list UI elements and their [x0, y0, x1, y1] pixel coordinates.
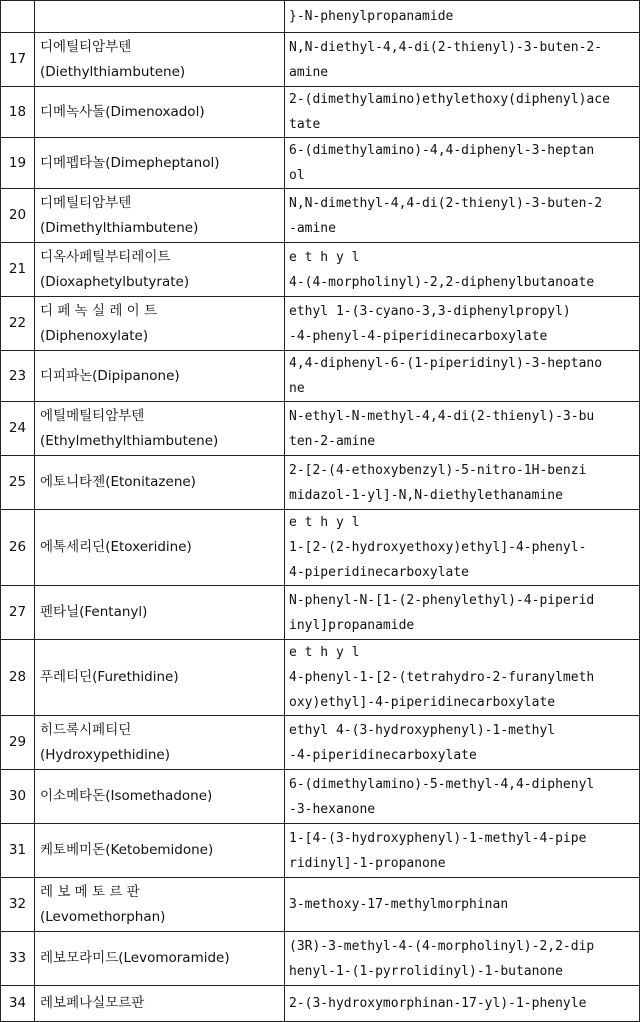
chemical-name-line: e t h y l	[289, 249, 360, 265]
chemical-name-line: 4,4-diphenyl-6-(1-piperidinyl)-3-heptano	[289, 356, 603, 371]
drug-name-line: (Ethylmethylthiambutene)	[40, 432, 219, 449]
chemical-name-line: N,N-diethyl-4,4-di(2-thienyl)-3-buten-2-	[289, 39, 603, 55]
chemical-name	[285, 351, 640, 402]
chemical-name	[285, 189, 640, 243]
table-row	[1, 510, 640, 586]
drug-name	[35, 402, 285, 456]
chemical-name	[285, 986, 640, 1022]
chemical-name-line: ne	[289, 381, 305, 396]
chemical-name-line: midazol-1-yl]-N,N-diethylethanamine	[289, 487, 563, 503]
table-row	[1, 402, 640, 456]
chemical-name-line: amine	[289, 64, 329, 80]
chemical-name-line: 3-methoxy-17-methylmorphinan	[289, 897, 509, 912]
drug-name	[35, 510, 285, 586]
drug-name-line: 펜타닐(Fentanyl)	[40, 604, 148, 620]
row-number: 32	[1, 878, 35, 932]
chemical-name-line: ethyl 1-(3-cyano-3,3-diphenylpropyl)	[289, 303, 571, 319]
row-number: 26	[1, 510, 35, 586]
chemical-name-line: tate	[289, 117, 321, 132]
drug-name-line: 푸레티딘(Furethidine)	[40, 669, 179, 685]
chemical-name-line: N-phenyl-N-[1-(2-phenylethyl)-4-piperid	[289, 592, 595, 608]
row-number: 21	[1, 243, 35, 297]
chemical-name-line: ridinyl]-1-propanone	[289, 855, 446, 871]
drug-name-line: 케토베미돈(Ketobemidone)	[40, 842, 214, 858]
chemical-name-line: ol	[289, 168, 305, 183]
table-row	[1, 297, 640, 351]
drug-name	[35, 138, 285, 189]
chemical-name	[285, 770, 640, 824]
chemical-name	[285, 87, 640, 138]
drug-name-line: 에톡세리딘(Etoxeridine)	[40, 539, 192, 555]
chemical-name-line: 6-(dimethylamino)-5-methyl-4,4-diphenyl	[289, 776, 595, 792]
chemical-name-line: -amine	[289, 220, 336, 236]
drug-name	[35, 87, 285, 138]
chemical-name-line: 4-(4-morpholinyl)-2,2-diphenylbutanoate	[289, 274, 595, 290]
drug-name	[35, 878, 285, 932]
chemical-name-line: N-ethyl-N-methyl-4,4-di(2-thienyl)-3-bu	[289, 408, 595, 424]
row-number: 23	[1, 351, 35, 402]
drug-name-line: 레보모라미드(Levomoramide)	[40, 950, 230, 966]
row-number: 24	[1, 402, 35, 456]
chemical-name	[285, 243, 640, 297]
drug-name	[35, 824, 285, 878]
table-row	[1, 640, 640, 716]
chemical-name-line: 4-phenyl-1-[2-(tetrahydro-2-furanylmeth	[289, 670, 595, 685]
chemical-name	[285, 402, 640, 456]
chemical-name	[285, 297, 640, 351]
drug-name	[35, 986, 285, 1022]
chemical-name-line: 1-[2-(2-hydroxyethoxy)ethyl]-4-phenyl-	[289, 540, 587, 555]
chemical-name	[285, 878, 640, 932]
chemical-name-line: -4-piperidinecarboxylate	[289, 747, 477, 763]
table-row	[1, 243, 640, 297]
drug-name	[35, 33, 285, 87]
drug-name-line: 디 페 녹 실 레 이 트	[40, 302, 158, 319]
chemical-name-line: -4-phenyl-4-piperidinecarboxylate	[289, 328, 548, 344]
drug-name-line: 디메틸티암부텐	[40, 194, 132, 211]
table-row	[1, 770, 640, 824]
drug-name	[35, 189, 285, 243]
chemical-name	[285, 716, 640, 770]
chemical-name-line: e t h y l	[289, 645, 360, 660]
drug-name	[35, 297, 285, 351]
drug-name-line: 히드록시페티딘	[40, 721, 132, 738]
row-number: 17	[1, 33, 35, 87]
chemical-name	[285, 932, 640, 986]
table-row	[1, 189, 640, 243]
row-number: 29	[1, 716, 35, 770]
chemical-name	[285, 510, 640, 586]
row-number: 20	[1, 189, 35, 243]
chemical-name	[285, 138, 640, 189]
chemical-name-line: e t h y l	[289, 515, 360, 530]
drug-name-line: (Diethylthiambutene)	[40, 63, 186, 80]
table-row	[1, 716, 640, 770]
row-number: 31	[1, 824, 35, 878]
drug-name-line: 디에틸티암부텐	[40, 38, 132, 55]
row-number: 28	[1, 640, 35, 716]
chemical-name	[285, 640, 640, 716]
table-row	[1, 586, 640, 640]
row-number	[1, 1, 35, 33]
chemical-name-line: }-N-phenylpropanamide	[289, 9, 454, 24]
chemical-name-line: henyl-1-(1-pyrrolidinyl)-1-butanone	[289, 963, 563, 979]
chemical-name	[285, 586, 640, 640]
drug-name-line: (Levomethorphan)	[40, 908, 166, 925]
drug-name-line: (Dimethylthiambutene)	[40, 219, 199, 236]
chemical-name-line: 4-piperidinecarboxylate	[289, 565, 470, 580]
drug-name	[35, 716, 285, 770]
drug-name	[35, 932, 285, 986]
chemical-name	[285, 1, 640, 33]
row-number: 33	[1, 932, 35, 986]
chemical-name-line: 2-(3-hydroxymorphinan-17-yl)-1-phenyle	[289, 996, 587, 1011]
chemical-name-line: (3R)-3-methyl-4-(4-morpholinyl)-2,2-dip	[289, 938, 595, 954]
drug-name-line: (Dioxaphetylbutyrate)	[40, 273, 190, 290]
table-row	[1, 456, 640, 510]
row-number: 22	[1, 297, 35, 351]
row-number: 18	[1, 87, 35, 138]
drug-name-line: 디옥사페틸부티레이트	[40, 248, 171, 265]
chemical-name-line: -3-hexanone	[289, 801, 376, 817]
table-row	[1, 878, 640, 932]
drug-name-line: (Hydroxypethidine)	[40, 746, 170, 763]
chemical-name	[285, 824, 640, 878]
drug-name-line: 레 보 메 토 르 판	[40, 883, 140, 900]
row-number: 19	[1, 138, 35, 189]
row-number: 25	[1, 456, 35, 510]
chemical-name-line: N,N-dimethyl-4,4-di(2-thienyl)-3-buten-2	[289, 195, 603, 211]
table-row	[1, 1, 640, 33]
chemical-name-line: inyl]propanamide	[289, 617, 415, 633]
row-number: 30	[1, 770, 35, 824]
drug-name-line: (Diphenoxylate)	[40, 327, 149, 344]
chemical-name-line: 1-[4-(3-hydroxyphenyl)-1-methyl-4-pipe	[289, 830, 587, 846]
table-row	[1, 87, 640, 138]
row-number: 27	[1, 586, 35, 640]
drug-name-line: 이소메타돈(Isomethadone)	[40, 788, 213, 804]
drug-name	[35, 586, 285, 640]
chemical-name-line: 2-(dimethylamino)ethylethoxy(diphenyl)ace	[289, 92, 610, 107]
chemical-name-line: ten-2-amine	[289, 433, 376, 449]
drug-name	[35, 456, 285, 510]
drug-name	[35, 243, 285, 297]
drug-name-line: 레보페나실모르판	[40, 995, 145, 1011]
drug-name-line: 디피파논(Dipipanone)	[40, 367, 180, 384]
drug-name-line: 디메녹사돌(Dimenoxadol)	[40, 103, 205, 120]
drug-name	[35, 1, 285, 33]
table-row	[1, 351, 640, 402]
chemical-name-line: 6-(dimethylamino)-4,4-diphenyl-3-heptan	[289, 143, 595, 158]
chemical-name-line: ethyl 4-(3-hydroxyphenyl)-1-methyl	[289, 722, 556, 738]
drug-name	[35, 770, 285, 824]
table-row	[1, 986, 640, 1022]
table-row	[1, 138, 640, 189]
drug-name	[35, 351, 285, 402]
chemical-name-line: oxy)ethyl]-4-piperidinecarboxylate	[289, 695, 556, 710]
chemical-name	[285, 456, 640, 510]
row-number: 34	[1, 986, 35, 1022]
drug-name-line: 에틸메틸티암부텐	[40, 407, 145, 424]
table-row	[1, 33, 640, 87]
chemical-name	[285, 33, 640, 87]
drug-name	[35, 640, 285, 716]
drug-name-line: 디메펩타놀(Dimepheptanol)	[40, 154, 220, 171]
drug-name-line: 에토니타젠(Etonitazene)	[40, 474, 196, 490]
table-row	[1, 932, 640, 986]
table-row	[1, 824, 640, 878]
drug-table-body	[1, 1, 640, 1022]
chemical-name-line: 2-[2-(4-ethoxybenzyl)-5-nitro-1H-benzi	[289, 462, 587, 478]
